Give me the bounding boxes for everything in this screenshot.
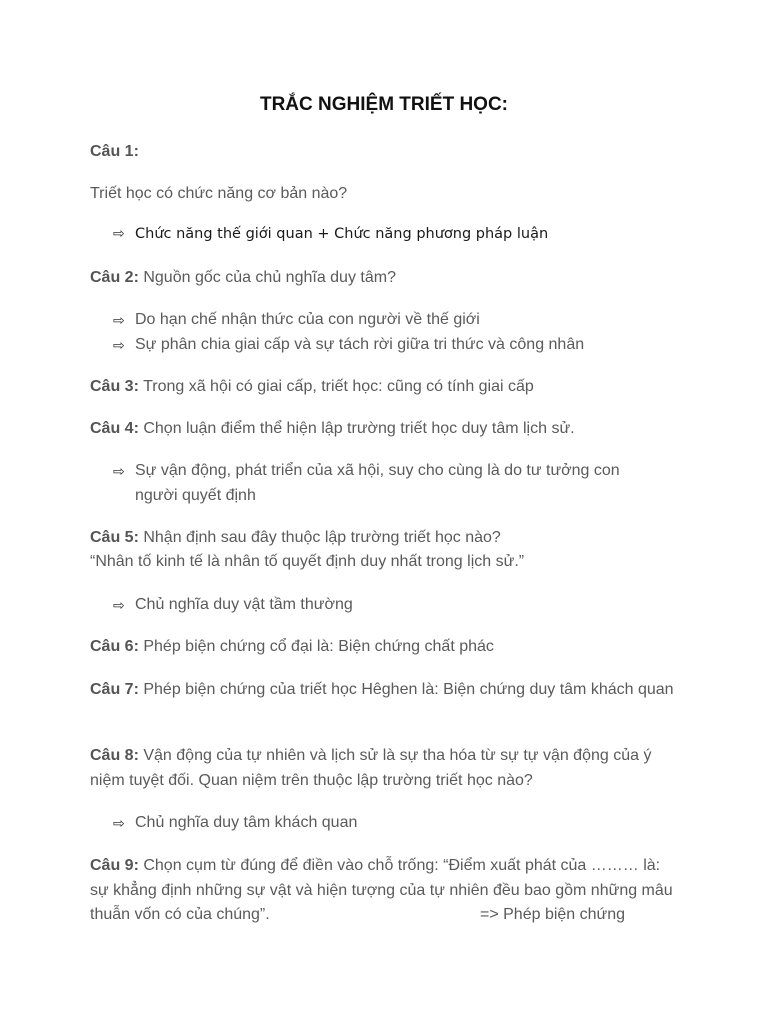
answer-5	[113, 593, 695, 618]
question-2	[90, 266, 680, 291]
answer-8	[113, 811, 695, 836]
question-text: Phép biện chứng của triết học Hêghen là: Biện chứng duy tâm khách quan	[138, 681, 674, 698]
question-label: Câu 5:	[90, 529, 139, 546]
answer-text: Chức năng thế giới quan + Chức năng phương pháp luận	[135, 226, 549, 242]
question-7	[90, 678, 680, 703]
arrow-icon: ⇨	[113, 226, 125, 242]
question-text: Nhận định sau đây thuộc lập trường triết học nào?	[138, 529, 501, 546]
question-text: Chọn luận điểm thể hiện lập trường triết học duy tâm lịch sử.	[138, 420, 575, 437]
question-4	[90, 417, 680, 442]
answer-2b	[113, 333, 695, 358]
question-1-text: Triết học có chức năng cơ bản nào?	[90, 185, 348, 202]
question-text: Trong xã hội có giai cấp, triết học: cũng có tính giai cấp	[138, 378, 534, 395]
question-text: Phép biện chứng cổ đại là: Biện chứng chất phác	[138, 638, 494, 655]
arrow-icon: ⇨	[113, 337, 125, 353]
answer-2a	[113, 308, 695, 333]
question-text: Chọn cụm từ đúng để điền vào chỗ trống: “Điểm xuất phát của ……… là: sự khẳng định những sự vật và hiện tượng của tự nhiên đều bao gồm những mâu thuẫn vốn có của chúng”.	[90, 857, 673, 923]
question-label: Câu 2:	[90, 269, 139, 286]
question-6	[90, 635, 680, 660]
answer-text: Do hạn chế nhận thức của con người về thế giới	[135, 311, 480, 328]
page-title: TRẮC NGHIỆM TRIẾT HỌC:	[259, 94, 509, 115]
arrow-icon: ⇨	[113, 597, 125, 613]
answer-text: Chủ nghĩa duy vật tầm thường	[135, 596, 353, 613]
question-5-quote: “Nhân tố kinh tế là nhân tố quyết định duy nhất trong lịch sử.”	[90, 553, 525, 570]
question-label: Câu 6:	[90, 638, 139, 655]
answer-text: Chủ nghĩa duy tâm khách quan	[135, 814, 358, 831]
question-label: Câu 7:	[90, 681, 139, 698]
question-label: Câu 1:	[90, 143, 139, 160]
answer-text: Sự phân chia giai cấp và sự tách rời giữa tri thức và công nhân	[135, 336, 585, 353]
question-text: Vận động của tự nhiên và lịch sử là sự tha hóa từ sự tự vận động của ý niệm tuyệt đối. Quan niệm trên thuộc lập trường triết học nào?	[90, 747, 652, 789]
question-9-answer: => Phép biện chứng	[480, 906, 626, 923]
question-label: Câu 9:	[90, 857, 139, 874]
question-label: Câu 3:	[90, 378, 139, 395]
question-text: Nguồn gốc của chủ nghĩa duy tâm?	[138, 269, 396, 286]
answer-text: Sự vận động, phát triển của xã hội, suy cho cùng là do tư tưởng con người quyết định	[135, 462, 620, 504]
question-3	[90, 375, 680, 400]
arrow-icon: ⇨	[113, 312, 125, 328]
answer-1	[113, 222, 695, 247]
question-label: Câu 4:	[90, 420, 139, 437]
question-5	[90, 526, 680, 551]
question-8	[90, 744, 680, 793]
answer-4	[113, 459, 655, 508]
arrow-icon: ⇨	[113, 463, 125, 479]
question-label: Câu 8:	[90, 747, 139, 764]
question-1-label-line	[90, 140, 680, 165]
arrow-icon: ⇨	[113, 815, 125, 831]
